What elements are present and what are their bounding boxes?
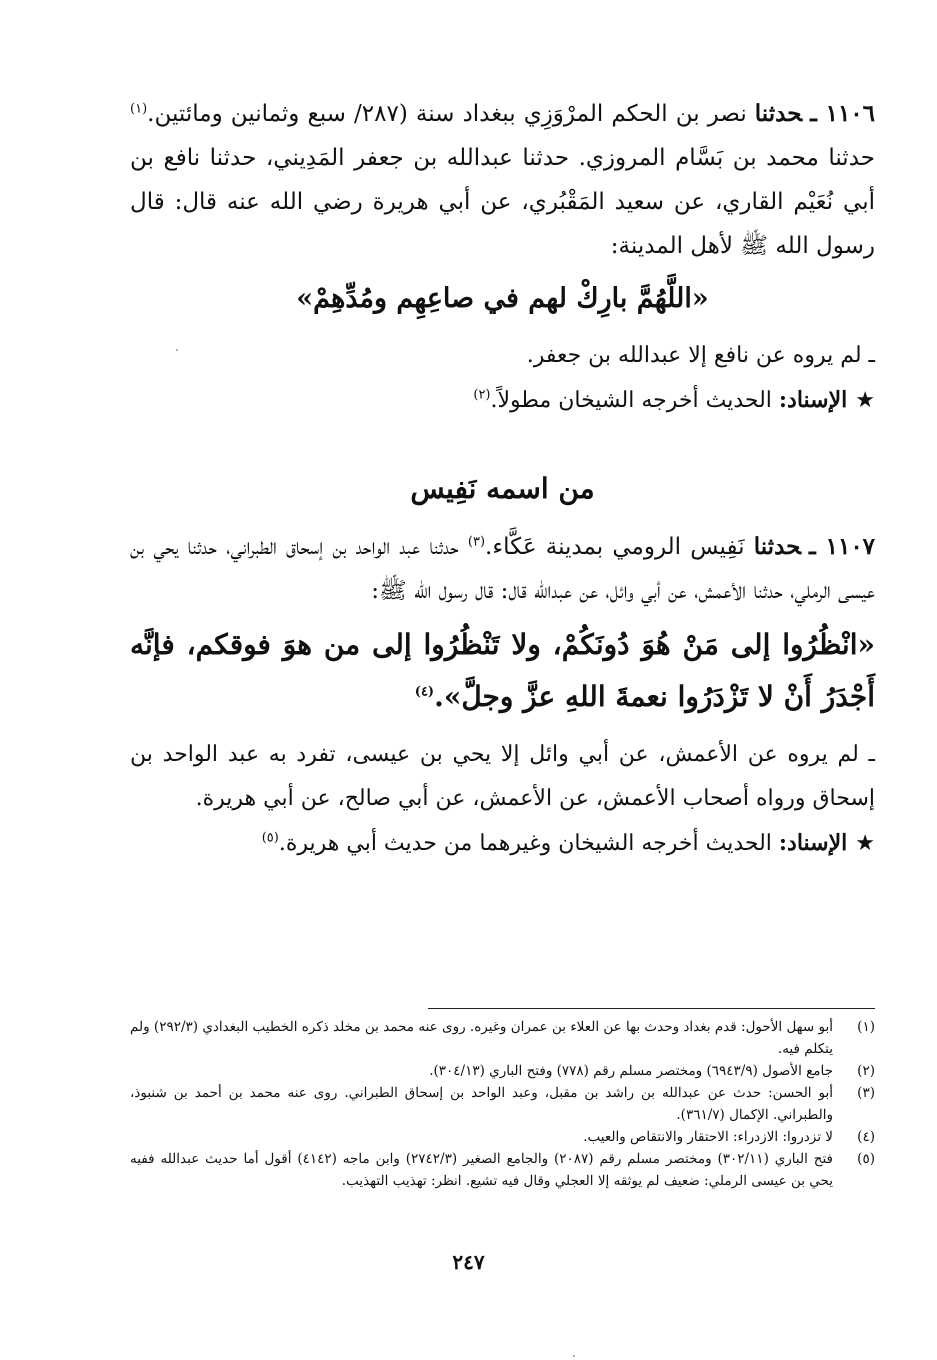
hadith-quote: [130, 619, 875, 723]
hadith-entry-1106: [130, 92, 875, 268]
isnad-text: الحديث أخرجه الشيخان مطولاً.: [490, 388, 772, 413]
footnote-number: (٣): [857, 1085, 875, 1101]
page-number: ٢٤٧: [452, 1250, 485, 1274]
footnote-item: [130, 1148, 875, 1192]
footnote-ref[interactable]: (٢): [473, 387, 491, 403]
hadith-quote: «اللَّهُمَّ بارِكْ لهم في صاعِهِم ومُدِّهِمْ»: [296, 283, 709, 314]
footnote-item: [130, 1016, 875, 1060]
footnote-text: جامع الأصول (٦٩٤٣/٩) ومختصر مسلم رقم (٧٧٨) وفتح الباري (٣٠٤/١٣).: [429, 1063, 833, 1079]
isnad-line: [130, 378, 875, 423]
hadith-number: ١١٠٧ ـ: [809, 533, 876, 560]
hadith-text-continued: حدثنا محمد بن بَسَّام المروزي. حدثنا عبدالله بن جعفر المَدِيني، حدثنا نافع بن أبي نُعَيْم القاري، عن سعيد المَقْبُري، عن أبي هريرة رضي الله عنه قال: قال رسول الله ﷺ لأهل المدينة:: [130, 145, 875, 259]
main-text: [130, 92, 875, 866]
isnad-line: [130, 821, 875, 866]
isnad-text: الحديث أخرجه الشيخان وغيرهما من حديث أبي هريرة.: [278, 831, 772, 856]
section-title: من اسمه نَفِيس: [410, 472, 595, 505]
hadith-lead: حدثنا: [754, 100, 803, 127]
footnote-number: (٥): [857, 1151, 875, 1167]
footnote-item: [130, 1060, 875, 1082]
hadith-lead: حدثنا: [753, 533, 801, 560]
footnotes: [130, 1016, 875, 1192]
hadith-note: ـ لم يروه عن نافع إلا عبدالله بن جعفر.: [526, 343, 875, 368]
footnote-ref[interactable]: (٣): [467, 534, 486, 550]
isnad-label: الإسناد:: [778, 387, 848, 413]
footnote-number: (٢): [857, 1063, 875, 1079]
footnote-ref[interactable]: (١): [130, 101, 148, 117]
footnote-text: لا تزدروا: الازدراء: الاحتقار والانتقاص والعيب.: [583, 1129, 833, 1145]
footnote-text: أبو سهل الأحول: قدم بغداد وحدث بها عن العلاء بن عمران وغيره. روى عنه محمد بن مخلد ذكره الخطيب البغدادي (٢٩٢/٣) ولم يتكلم فيه.: [130, 1019, 833, 1057]
footnote-text: أبو الحسن: حدث عن عبدالله بن راشد بن مقبل، وعبد الواحد بن إسحاق الطبراني. روى عنه محمد بن أحمد بن شنبوذ، والطبراني. الإكمال (٣٦١/٧).: [130, 1085, 833, 1123]
footnote-number: (٤): [857, 1129, 875, 1145]
footnote-item: [130, 1082, 875, 1126]
footnote-item: [130, 1126, 875, 1148]
hadith-text-continued: حدثنا عبد الواحد بن إسحاق الطبراني، حدثنا يحي بن عيسى الرملي، حدثنا الأعمش، عن أبي وائل، عن عبدالله قال: قال رسول الله ﷺ:: [130, 534, 875, 604]
hadith-note: ـ لم يروه عن الأعمش، عن أبي وائل إلا يحي بن عيسى، تفرد به عبد الواحد بن إسحاق ورواه أصحاب الأعمش، عن الأعمش، عن أبي صالح، عن أبي هريرة.: [130, 742, 875, 811]
hadith-text: نَفِيس الرومي بمدينة عَكَّاء.: [485, 534, 745, 560]
hadith-entry-1107: [130, 525, 875, 613]
star-icon: ★: [855, 831, 875, 856]
star-icon: ★: [855, 388, 875, 413]
footnote-ref[interactable]: (٤): [414, 684, 435, 700]
hadith-number: ١١٠٦ ـ: [810, 100, 876, 127]
footnote-ref[interactable]: (٥): [261, 830, 279, 846]
hadith-quote-text: «انْظُرُوا إلى مَنْ هُوَ دُونَكُمْ، ولا تَنْظُرُوا إلى من هوَ فوقكم، فإنَّه أَجْدَرُ أَنْ لا تَزْدَرُوا نعمةَ اللهِ عزَّ وجلَّ».: [130, 628, 875, 713]
footnote-number: (١): [857, 1019, 875, 1035]
hadith-text: نصر بن الحكم المرْوَزِي ببغداد سنة (٢٨٧/ سبع وثمانين ومائتين.: [147, 101, 747, 127]
scan-speck: [176, 349, 178, 351]
footnote-divider: [428, 1008, 875, 1009]
scan-speck: [573, 1355, 575, 1357]
isnad-label: الإسناد:: [778, 830, 848, 856]
footnote-text: فتح الباري (٣٠٢/١١) ومختصر مسلم رقم (٢٠٨٧) والجامع الصغير (٢٧٤٢/٣) وابن ماجه (٤١٤٢) أقول أما حديث عبدالله ففيه يحي بن عيسى الرملي: ضعيف لم يوثقه إلا العجلي وقال فيه تشيع. انظر: تهذيب التهذيب.: [130, 1151, 833, 1189]
